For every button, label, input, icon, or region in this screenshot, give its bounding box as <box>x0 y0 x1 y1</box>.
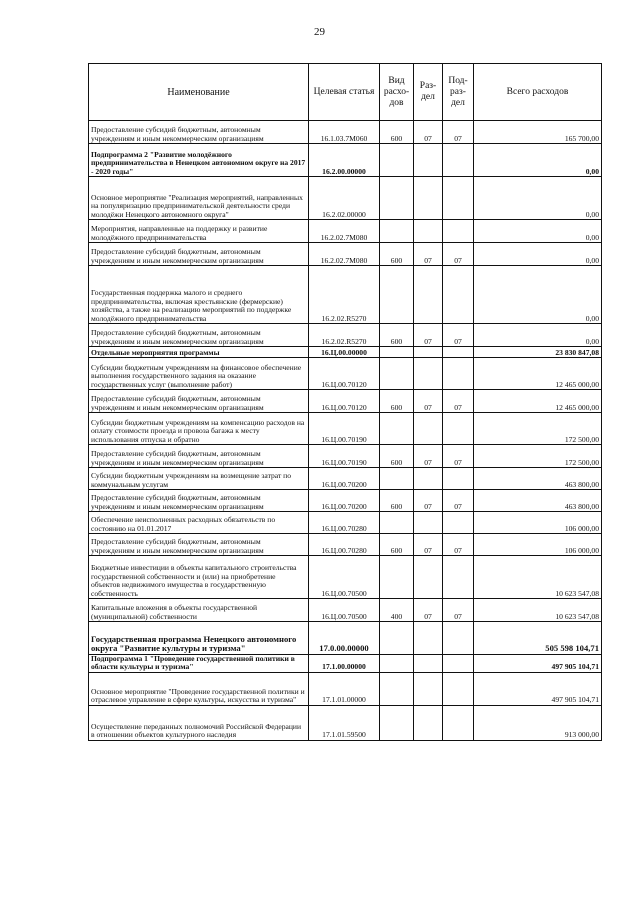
table-row <box>89 177 602 220</box>
table-row <box>89 556 602 599</box>
row-section: 07 <box>414 445 443 468</box>
row-target-article: 17.1.01.59500 <box>309 705 380 740</box>
row-expense-type <box>380 347 414 358</box>
row-name: Субсидии бюджетным учреждениям на финансовое обеспечение выполнения государственного задания на оказание государственных услуг (выполнение работ) <box>89 358 309 390</box>
row-section <box>414 177 443 220</box>
row-subsection <box>443 655 474 673</box>
row-subsection <box>443 144 474 177</box>
row-name: Государственная программа Ненецкого автономного округа "Развитие культуры и туризма" <box>89 622 309 655</box>
row-target-article: 16.Ц.00.70500 <box>309 599 380 622</box>
row-expense-type <box>380 413 414 445</box>
header-section: Раз-дел <box>414 64 443 121</box>
row-section <box>414 556 443 599</box>
row-name: Бюджетные инвестиции в объекты капитального строительства государственной собственности и (или) на приобретение объектов недвижимого имущества в государственную собственность <box>89 556 309 599</box>
row-target-article: 16.Ц.00.70200 <box>309 468 380 490</box>
row-section <box>414 220 443 243</box>
row-subsection: 07 <box>443 324 474 347</box>
table-row <box>89 468 602 490</box>
row-subsection: 07 <box>443 121 474 144</box>
row-section <box>414 358 443 390</box>
table-row <box>89 347 602 358</box>
row-section <box>414 468 443 490</box>
row-name: Подпрограмма 1 "Проведение государственной политики в области культуры и туризма" <box>89 655 309 673</box>
row-name: Предоставление субсидий бюджетным, автономным учреждениям и иным некоммерческим организациям <box>89 390 309 413</box>
row-expense-type: 600 <box>380 243 414 266</box>
row-name: Предоставление субсидий бюджетным, автономным учреждениям и иным некоммерческим организациям <box>89 243 309 266</box>
row-total: 0,00 <box>474 220 602 243</box>
budget-table <box>88 63 602 741</box>
row-total: 0,00 <box>474 144 602 177</box>
row-subsection: 07 <box>443 599 474 622</box>
table-row <box>89 622 602 655</box>
header-target-article: Целевая статья <box>309 64 380 121</box>
table-row <box>89 243 602 266</box>
row-expense-type <box>380 358 414 390</box>
row-subsection <box>443 266 474 324</box>
row-total: 172 500,00 <box>474 413 602 445</box>
row-section: 07 <box>414 121 443 144</box>
row-target-article: 16.2.02.7М080 <box>309 220 380 243</box>
row-target-article: 16.Ц.00.70120 <box>309 390 380 413</box>
row-total: 913 000,00 <box>474 705 602 740</box>
row-total: 10 623 547,08 <box>474 556 602 599</box>
table-row <box>89 534 602 556</box>
row-name: Капитальные вложения в объекты государственной (муниципальной) собственности <box>89 599 309 622</box>
row-section <box>414 347 443 358</box>
row-section <box>414 655 443 673</box>
row-subsection <box>443 468 474 490</box>
table-row <box>89 512 602 534</box>
row-expense-type <box>380 705 414 740</box>
row-target-article: 16.2.02.00000 <box>309 177 380 220</box>
row-subsection <box>443 347 474 358</box>
row-expense-type <box>380 144 414 177</box>
row-target-article: 16.Ц.00.70280 <box>309 512 380 534</box>
row-name: Субсидии бюджетным учреждениям на компенсацию расходов на оплату стоимости проезда и провоза багажа к месту использования отпуска и обратно <box>89 413 309 445</box>
row-section: 07 <box>414 324 443 347</box>
row-target-article: 16.Ц.00.00000 <box>309 347 380 358</box>
table-row <box>89 705 602 740</box>
table-row <box>89 655 602 673</box>
header-total: Всего расходов <box>474 64 602 121</box>
row-subsection <box>443 672 474 705</box>
row-target-article: 16.2.02.R5270 <box>309 324 380 347</box>
row-expense-type <box>380 177 414 220</box>
row-total: 497 905 104,71 <box>474 655 602 673</box>
row-expense-type <box>380 622 414 655</box>
row-expense-type <box>380 468 414 490</box>
table-row <box>89 390 602 413</box>
row-name: Предоставление субсидий бюджетным, автономным учреждениям и иным некоммерческим организациям <box>89 445 309 468</box>
row-expense-type <box>380 672 414 705</box>
row-name: Отдельные мероприятия программы <box>89 347 309 358</box>
header-row <box>89 64 602 121</box>
row-total: 463 800,00 <box>474 468 602 490</box>
table-row <box>89 220 602 243</box>
row-name: Обеспечение неисполненных расходных обязательств по состоянию на 01.01.2017 <box>89 512 309 534</box>
page-number: 29 <box>314 26 325 38</box>
row-expense-type: 600 <box>380 534 414 556</box>
row-subsection: 07 <box>443 445 474 468</box>
row-subsection: 07 <box>443 534 474 556</box>
row-subsection <box>443 512 474 534</box>
row-total: 12 465 000,00 <box>474 390 602 413</box>
row-section: 07 <box>414 390 443 413</box>
table-row <box>89 121 602 144</box>
table-row <box>89 144 602 177</box>
row-target-article: 17.0.00.00000 <box>309 622 380 655</box>
row-total: 106 000,00 <box>474 534 602 556</box>
row-target-article: 16.2.00.00000 <box>309 144 380 177</box>
row-total: 505 598 104,71 <box>474 622 602 655</box>
row-section: 07 <box>414 599 443 622</box>
row-section <box>414 622 443 655</box>
row-expense-type: 600 <box>380 490 414 512</box>
row-section <box>414 672 443 705</box>
row-section <box>414 512 443 534</box>
row-total: 12 465 000,00 <box>474 358 602 390</box>
row-expense-type: 400 <box>380 599 414 622</box>
row-name: Основное мероприятие "Проведение государственной политики и отраслевое управление в сфере культуры, искусства и туризма" <box>89 672 309 705</box>
row-expense-type: 600 <box>380 324 414 347</box>
row-target-article: 16.Ц.00.70500 <box>309 556 380 599</box>
row-target-article: 17.1.01.00000 <box>309 672 380 705</box>
row-name: Субсидии бюджетным учреждениям на возмещение затрат по коммунальным услугам <box>89 468 309 490</box>
row-target-article: 16.Ц.00.70280 <box>309 534 380 556</box>
row-section: 07 <box>414 243 443 266</box>
row-name: Государственная поддержка малого и среднего предпринимательства, включая крестьянские (фермерские) хозяйства, а также на реализацию мероприятий по поддержке молодёжного предпринимательства <box>89 266 309 324</box>
row-target-article: 17.1.00.00000 <box>309 655 380 673</box>
row-target-article: 16.1.03.7М060 <box>309 121 380 144</box>
row-total: 172 500,00 <box>474 445 602 468</box>
row-subsection: 07 <box>443 243 474 266</box>
table-row <box>89 672 602 705</box>
table-row <box>89 358 602 390</box>
row-expense-type: 600 <box>380 121 414 144</box>
row-subsection <box>443 358 474 390</box>
row-name: Предоставление субсидий бюджетным, автономным учреждениям и иным некоммерческим организациям <box>89 324 309 347</box>
row-expense-type <box>380 655 414 673</box>
header-subsection: Под-раз-дел <box>443 64 474 121</box>
row-target-article: 16.Ц.00.70200 <box>309 490 380 512</box>
row-section <box>414 266 443 324</box>
row-target-article: 16.2.02.7М080 <box>309 243 380 266</box>
table-row <box>89 413 602 445</box>
row-section <box>414 144 443 177</box>
row-section <box>414 705 443 740</box>
row-subsection: 07 <box>443 390 474 413</box>
row-total: 10 623 547,08 <box>474 599 602 622</box>
row-target-article: 16.Ц.00.70120 <box>309 358 380 390</box>
row-expense-type <box>380 220 414 243</box>
row-name: Предоставление субсидий бюджетным, автономным учреждениям и иным некоммерческим организациям <box>89 121 309 144</box>
row-total: 0,00 <box>474 243 602 266</box>
row-expense-type <box>380 512 414 534</box>
table-row <box>89 599 602 622</box>
row-subsection <box>443 413 474 445</box>
row-subsection <box>443 177 474 220</box>
row-target-article: 16.2.02.R5270 <box>309 266 380 324</box>
row-total: 106 000,00 <box>474 512 602 534</box>
row-section: 07 <box>414 534 443 556</box>
row-subsection <box>443 220 474 243</box>
table-row <box>89 490 602 512</box>
row-subsection <box>443 705 474 740</box>
row-section: 07 <box>414 490 443 512</box>
row-total: 23 830 847,08 <box>474 347 602 358</box>
table-row <box>89 445 602 468</box>
row-total: 497 905 104,71 <box>474 672 602 705</box>
row-name: Мероприятия, направленные на поддержку и развитие молодёжного предпринимательства <box>89 220 309 243</box>
row-total: 0,00 <box>474 324 602 347</box>
row-total: 0,00 <box>474 177 602 220</box>
row-target-article: 16.Ц.00.70190 <box>309 445 380 468</box>
row-total: 165 700,00 <box>474 121 602 144</box>
header-name: Наименование <box>89 64 309 121</box>
row-name: Осуществление переданных полномочий Российской Федерации в отношении объектов культурного наследия <box>89 705 309 740</box>
row-subsection <box>443 622 474 655</box>
row-total: 463 800,00 <box>474 490 602 512</box>
header-expense-type: Вид расхо-дов <box>380 64 414 121</box>
row-expense-type: 600 <box>380 390 414 413</box>
row-name: Подпрограмма 2 "Развитие молодёжного предпринимательства в Ненецком автономном округе на 2017 - 2020 годы" <box>89 144 309 177</box>
row-expense-type: 600 <box>380 445 414 468</box>
row-target-article: 16.Ц.00.70190 <box>309 413 380 445</box>
table-row <box>89 324 602 347</box>
row-section <box>414 413 443 445</box>
row-expense-type <box>380 556 414 599</box>
row-name: Предоставление субсидий бюджетным, автономным учреждениям и иным некоммерческим организациям <box>89 534 309 556</box>
row-name: Основное мероприятие "Реализация мероприятий, направленных на популяризацию предпринимательской деятельности среди молодёжи Ненецкого автономного округа" <box>89 177 309 220</box>
row-subsection: 07 <box>443 490 474 512</box>
row-name: Предоставление субсидий бюджетным, автономным учреждениям и иным некоммерческим организациям <box>89 490 309 512</box>
table-row <box>89 266 602 324</box>
row-subsection <box>443 556 474 599</box>
row-expense-type <box>380 266 414 324</box>
row-total: 0,00 <box>474 266 602 324</box>
